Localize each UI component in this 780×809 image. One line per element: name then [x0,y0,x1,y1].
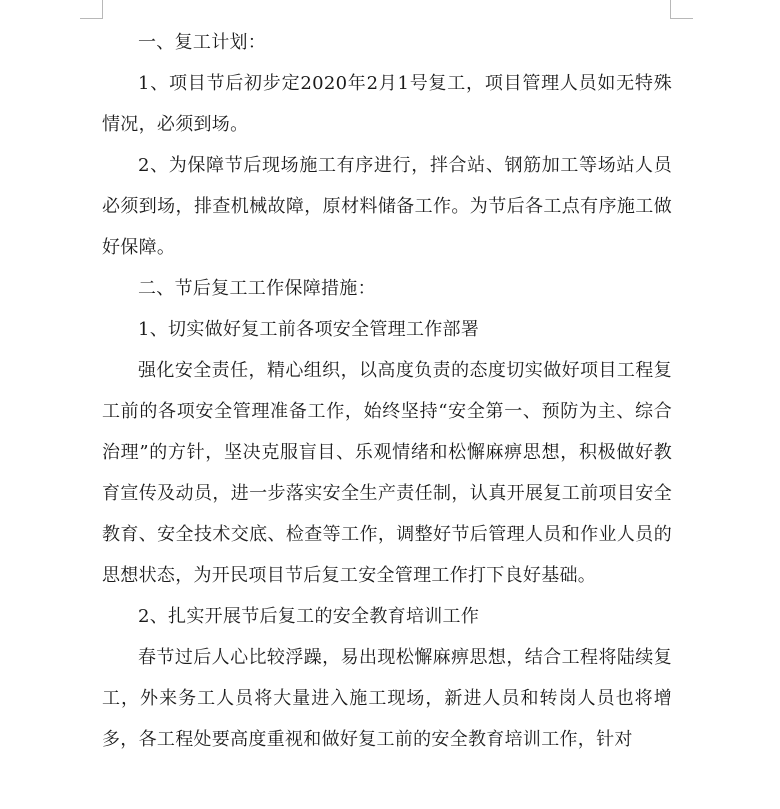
document-body [102,22,672,760]
subheading-safety-training: 2、扎实开展节后复工的安全教育培训工作 [138,606,480,627]
paragraph-plan-item-1: 1、项目节后初步定2020年2月1号复工，项目管理人员如无特殊情况，必须到场。 [102,73,672,135]
paragraph-plan-item-2: 2、为保障节后现场施工有序进行，拌合站、钢筋加工等场站人员必须到场，排查机械故障，原材料储备工作。为节后各工点有序施工做好保障。 [102,155,672,258]
subheading-safety-deployment: 1、切实做好复工前各项安全管理工作部署 [138,319,480,340]
page-corner-mark-right [670,0,693,19]
page-corner-mark-left [80,0,103,19]
section-heading-resumption-plan: 一、复工计划： [138,32,267,53]
paragraph-post-holiday-training: 春节过后人心比较浮躁，易出现松懈麻痹思想，结合工程将陆续复工，外来务工人员将大量进入施工现场，新进人员和转岗人员也将增多，各工程处要高度重视和做好复工前的安全教育培训工作，针对 [102,647,672,750]
paragraph-safety-responsibility: 强化安全责任，精心组织，以高度负责的态度切实做好项目工程复工前的各项安全管理准备工作，始终坚持“安全第一、预防为主、综合治理”的方针，坚决克服盲目、乐观情绪和松懈麻痹思想，积极做好教育宣传及动员，进一步落实安全生产责任制，认真开展复工前项目安全教育、安全技术交底、检查等工作，调整好节后管理人员和作业人员的思想状态，为开民项目节后复工安全管理工作打下良好基础。 [102,360,672,586]
section-heading-safeguard-measures: 二、节后复工工作保障措施： [138,278,376,299]
